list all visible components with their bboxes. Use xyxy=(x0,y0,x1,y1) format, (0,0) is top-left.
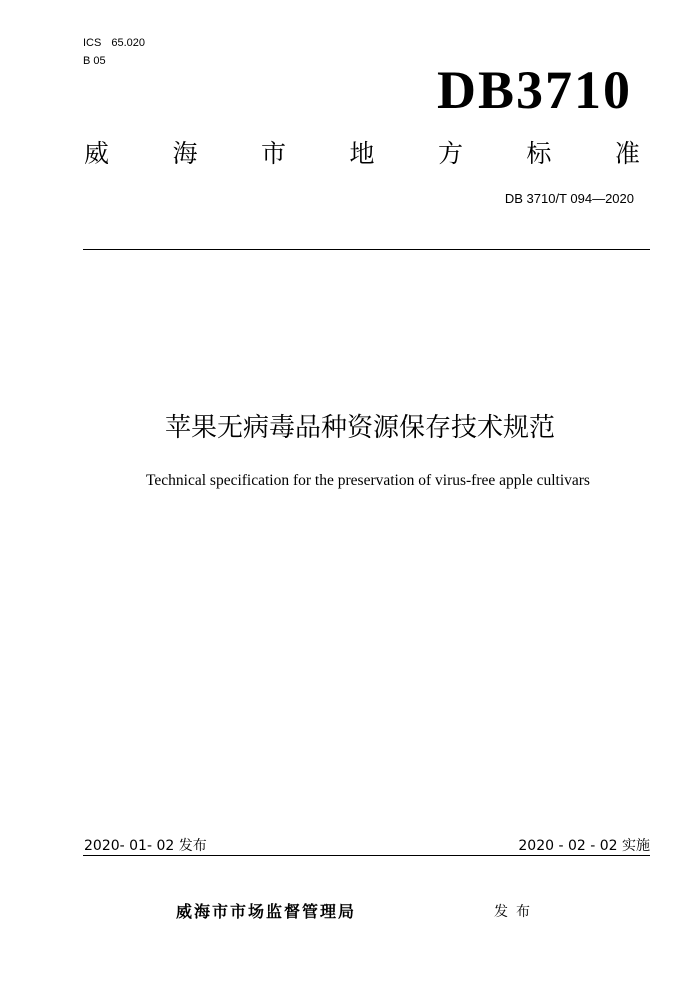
standard-type xyxy=(84,138,640,170)
bottom-divider xyxy=(83,855,650,856)
ics-code: 65.020 xyxy=(111,37,145,49)
standard-type-char: 方 xyxy=(437,139,463,168)
standard-type-char: 威 xyxy=(84,139,110,168)
standard-number: DB 3710/T 094—2020 xyxy=(504,191,634,206)
issue-date: 2020- 01- 02 发布 xyxy=(84,838,207,854)
implementation-date: 2020 - 02 - 02 实施 xyxy=(518,838,650,854)
top-divider xyxy=(83,249,650,250)
standard-type-char: 市 xyxy=(260,139,286,168)
ccs-code: B 05 xyxy=(83,55,106,67)
standard-type-char: 海 xyxy=(172,139,198,168)
title-chinese: 苹果无病毒品种资源保存技术规范 xyxy=(164,413,555,443)
issuer: 威海市市场监督管理局 xyxy=(176,902,357,921)
ics-classification xyxy=(83,36,145,50)
ics-label: ICS xyxy=(83,37,102,49)
standard-type-char: 地 xyxy=(349,139,375,168)
issued-label: 发布 xyxy=(494,904,538,920)
standard-type-char: 准 xyxy=(614,139,640,168)
title-english: Technical specification for the preservation of virus-free apple cultivars xyxy=(146,472,590,489)
standard-code: DB3710 xyxy=(436,60,632,120)
standard-type-char: 标 xyxy=(526,139,552,168)
